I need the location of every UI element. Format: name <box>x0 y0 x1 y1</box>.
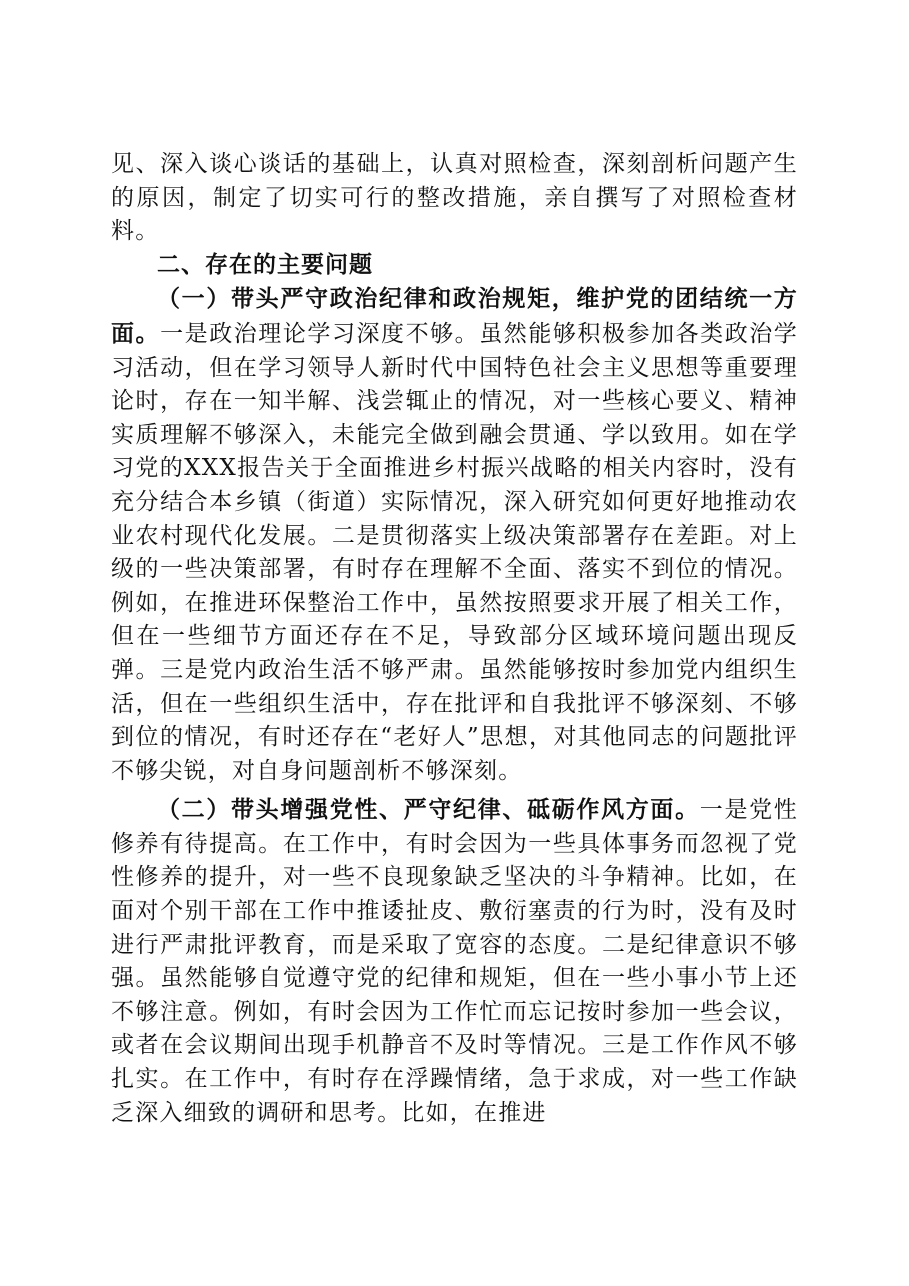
issue-2-lead: （二）带头增强党性、严守纪律、砥砺作风方面。 <box>157 796 700 824</box>
section-heading: 二、存在的主要问题 <box>157 251 373 278</box>
document-page <box>111 148 798 1130</box>
issue-1-paragraph <box>111 282 798 788</box>
issue-1-body: 一是政治理论学习深度不够。虽然能够积极参加各类政治学习活动，但在学习领导人新时代中国特色社会主义思想等重要理论时，存在一知半解、浅尝辄止的情况，对一些核心要义、精神实质理解不够深入，未能完全做到融会贯通、学以致用。如在学习党的XXX报告关于全面推进乡村振兴战略的相关内容时，没有充分结合本乡镇（街道）实际情况，深入研究如何更好地推动农业农村现代化发展。二是贯彻落实上级决策部署存在差距。对上级的一些决策部署，有时存在理解不全面、落实不到位的情况。例如，在推进环保整治工作中，虽然按照要求开展了相关工作，但在一些细节方面还存在不足，导致部分区域环境问题出现反弹。三是党内政治生活不够严肃。虽然能够按时参加党内组织生活，但在一些组织生活中，存在批评和自我批评不够深刻、不够到位的情况，有时还存在“老好人”思想，对其他同志的问题批评不够尖锐，对自身问题剖析不够深刻。 <box>111 320 799 784</box>
issue-2-body: 一是党性修养有待提高。在工作中，有时会因为一些具体事务而忽视了党性修养的提升，对一些不良现象缺乏坚决的斗争精神。比如，在面对个别干部在工作中推诿扯皮、敷衍塞责的行为时，没有及时进行严肃批评教育，而是采取了宽容的态度。二是纪律意识不够强。虽然能够自觉遵守党的纪律和规矩，但在一些小事小节上还不够注意。例如，有时会因为工作忙而忘记按时参加一些会议，或者在会议期间出现手机静音不及时等情况。三是工作作风不够扎实。在工作中，有时存在浮躁情绪，急于求成，对一些工作缺乏深入细致的调研和思考。比如，在推进 <box>111 797 798 1126</box>
issue-2-paragraph <box>111 793 798 1130</box>
intro-continuation-paragraph: 见、深入谈心谈话的基础上，认真对照检查，深刻剖析问题产生的原因，制定了切实可行的整改措施，亲自撰写了对照检查材料。 <box>111 151 798 245</box>
issue-1-lead: （一）带头严守政治纪律和政治规矩，维护党的团结统一方面。 <box>111 285 798 347</box>
